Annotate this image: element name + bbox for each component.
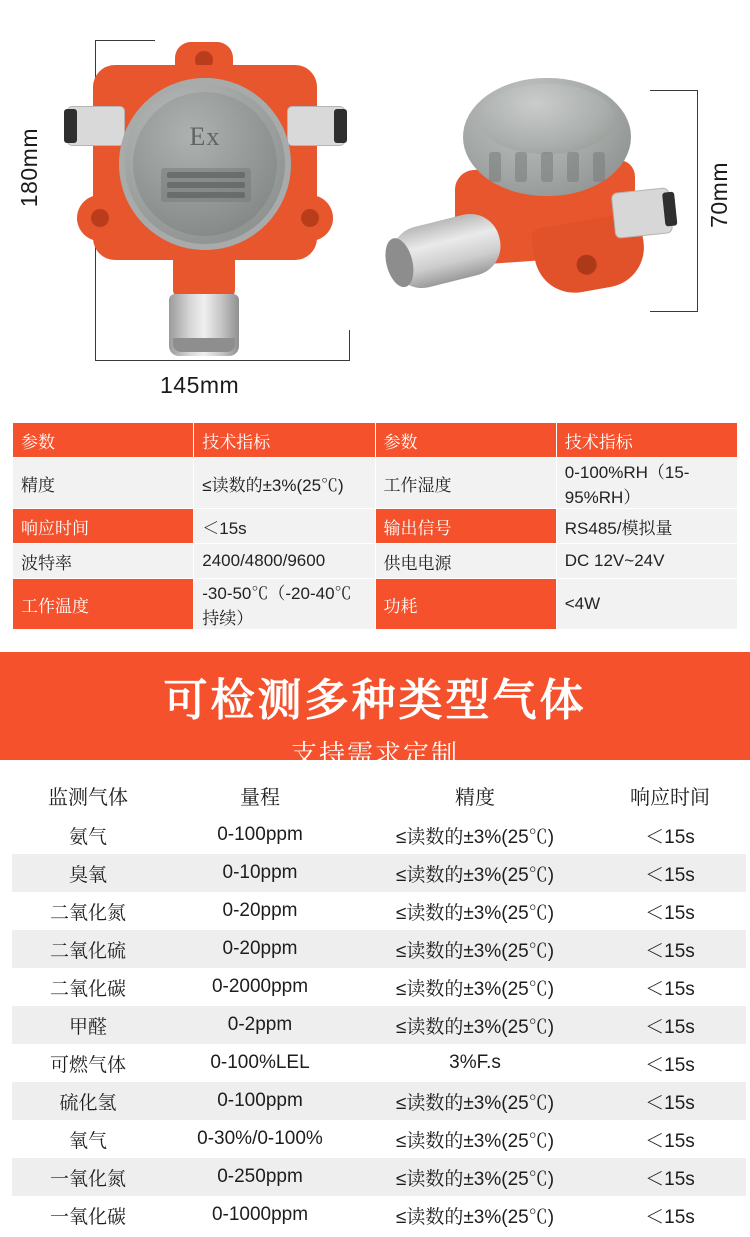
table-row xyxy=(13,423,738,458)
spec-key-power-supply: 供电电源 xyxy=(375,544,556,579)
cable-gland-left xyxy=(67,106,125,146)
spec-header-index-right: 技术指标 xyxy=(556,423,737,458)
table-row xyxy=(12,1044,746,1082)
table-row xyxy=(12,1006,746,1044)
cell-response: ＜15s xyxy=(645,1016,695,1038)
spec-key-output-signal: 输出信号 xyxy=(375,509,556,544)
table-row xyxy=(12,1120,746,1158)
cap-top-face xyxy=(479,84,615,154)
table-row xyxy=(13,509,738,544)
spec-key-accuracy: 精度 xyxy=(13,458,194,509)
cell-gas: 硫化氢 xyxy=(59,1092,117,1114)
cell-response: ＜15s xyxy=(645,1054,695,1076)
cell-range: 0-2000ppm xyxy=(211,976,309,997)
column-header-gas: 监测气体 xyxy=(12,774,164,816)
table-row xyxy=(12,854,746,892)
table-header-row xyxy=(12,774,746,816)
spec-value-response-time: ＜15s xyxy=(194,509,375,544)
spec-value-humidity: 0-100%RH（15-95%RH） xyxy=(556,458,737,509)
cell-accuracy: ≤读数的±3%(25℃) xyxy=(395,1130,555,1152)
cell-gas: 二氧化硫 xyxy=(49,940,126,962)
cell-gas: 氧气 xyxy=(68,1130,107,1152)
table-row xyxy=(12,1082,746,1120)
dimension-width-label: 145mm xyxy=(160,372,240,398)
specification-table xyxy=(12,422,738,630)
product-photo-area xyxy=(0,0,750,410)
table-row xyxy=(13,458,738,509)
spec-value-accuracy: ≤读数的±3%(25℃) xyxy=(194,458,375,509)
cell-range: 0-100ppm xyxy=(217,824,303,845)
nameplate-line xyxy=(167,182,245,188)
detector-front-view xyxy=(75,30,335,360)
cell-accuracy: ≤读数的±3%(25℃) xyxy=(395,826,555,848)
cell-gas: 二氧化氮 xyxy=(49,902,126,924)
spec-value-output-signal: RS485/模拟量 xyxy=(556,509,737,544)
cell-gas: 甲醛 xyxy=(68,1016,107,1038)
right-height-guide xyxy=(697,90,698,312)
spec-key-response-time: 响应时间 xyxy=(13,509,194,544)
cell-accuracy: ≤读数的±3%(25℃) xyxy=(395,1168,555,1190)
cell-range: 0-250ppm xyxy=(217,1166,303,1187)
table-row xyxy=(13,579,738,630)
cell-accuracy: ≤读数的±3%(25℃) xyxy=(395,1206,555,1228)
table-row xyxy=(13,544,738,579)
column-header-range: 量程 xyxy=(164,774,356,816)
mounting-ear-right xyxy=(287,195,333,241)
cell-accuracy: ≤读数的±3%(25℃) xyxy=(395,978,555,1000)
cell-response: ＜15s xyxy=(645,940,695,962)
mounting-ear-left xyxy=(77,195,123,241)
width-guide-right xyxy=(349,330,350,360)
spec-value-baud-rate: 2400/4800/9600 xyxy=(194,544,375,579)
cap-rib xyxy=(593,152,605,182)
column-header-response: 响应时间 xyxy=(594,774,746,816)
spec-header-param-left: 参数 xyxy=(13,423,194,458)
enclosure-cap xyxy=(463,78,631,196)
sensor-neck xyxy=(173,258,235,298)
table-row xyxy=(12,1196,746,1234)
banner-title: 可检测多种类型气体 xyxy=(163,676,587,725)
banner-subtitle: 支持需求定制 xyxy=(290,739,459,769)
sensor-probe-angled xyxy=(385,208,507,295)
cell-range: 0-100ppm xyxy=(217,1090,303,1111)
dimension-right-height-label: 70mm xyxy=(706,162,732,228)
cell-response: ＜15s xyxy=(645,902,695,924)
spec-value-working-temperature: -30-50℃（-20-40℃持续） xyxy=(194,579,375,630)
cell-response: ＜15s xyxy=(645,826,695,848)
cell-range: 0-20ppm xyxy=(222,900,298,921)
cell-range: 0-30%/0-100% xyxy=(197,1128,323,1149)
cell-range: 0-2ppm xyxy=(227,1014,293,1035)
enclosure-lid xyxy=(119,78,291,250)
spec-key-baud-rate: 波特率 xyxy=(13,544,194,579)
detector-angled-view xyxy=(385,70,685,330)
cell-accuracy: 3%F.s xyxy=(449,1052,501,1073)
bottom-width-guide xyxy=(95,360,350,361)
cell-range: 0-20ppm xyxy=(222,938,298,959)
nameplate-line xyxy=(167,172,245,178)
cap-rib xyxy=(489,152,501,182)
feature-banner xyxy=(0,652,750,769)
lid-inner-face xyxy=(133,92,277,236)
cable-gland-angled xyxy=(611,187,673,239)
cell-range: 0-100%LEL xyxy=(210,1052,310,1073)
nameplate xyxy=(161,168,251,202)
spec-key-working-temperature: 工作温度 xyxy=(13,579,194,630)
table-row xyxy=(12,816,746,854)
cell-accuracy: ≤读数的±3%(25℃) xyxy=(395,1092,555,1114)
spec-header-index-left: 技术指标 xyxy=(194,423,375,458)
nameplate-line xyxy=(167,192,245,198)
spec-key-humidity: 工作湿度 xyxy=(375,458,556,509)
cell-accuracy: ≤读数的±3%(25℃) xyxy=(395,1016,555,1038)
cap-rib xyxy=(541,152,553,182)
cell-response: ＜15s xyxy=(645,1130,695,1152)
cell-gas: 一氧化氮 xyxy=(49,1168,126,1190)
table-row xyxy=(12,1158,746,1196)
cell-range: 0-1000ppm xyxy=(211,1204,309,1225)
spec-header-param-right: 参数 xyxy=(375,423,556,458)
cable-gland-right xyxy=(287,106,345,146)
cell-gas: 一氧化碳 xyxy=(49,1206,126,1228)
table-row xyxy=(12,930,746,968)
spec-value-power-supply: DC 12V~24V xyxy=(556,544,737,579)
cell-gas: 臭氧 xyxy=(68,864,107,886)
ex-marking: Ex xyxy=(189,122,221,151)
table-row xyxy=(12,968,746,1006)
cap-rib xyxy=(567,152,579,182)
dimension-height-label: 180mm xyxy=(16,128,42,208)
cell-accuracy: ≤读数的±3%(25℃) xyxy=(395,864,555,886)
cell-response: ＜15s xyxy=(645,1092,695,1114)
cell-accuracy: ≤读数的±3%(25℃) xyxy=(395,940,555,962)
cell-response: ＜15s xyxy=(645,978,695,1000)
cell-response: ＜15s xyxy=(645,1168,695,1190)
cell-gas: 二氧化碳 xyxy=(49,978,126,1000)
table-row xyxy=(12,892,746,930)
column-header-accuracy: 精度 xyxy=(356,774,594,816)
cell-accuracy: ≤读数的±3%(25℃) xyxy=(395,902,555,924)
cell-response: ＜15s xyxy=(645,1206,695,1228)
cell-range: 0-10ppm xyxy=(222,862,298,883)
cell-response: ＜15s xyxy=(645,864,695,886)
gas-list-table xyxy=(12,774,746,1234)
sensor-probe xyxy=(169,294,239,356)
spec-value-power-consumption: <4W xyxy=(556,579,737,630)
spec-key-power-consumption: 功耗 xyxy=(375,579,556,630)
cap-rib xyxy=(515,152,527,182)
cell-gas: 氨气 xyxy=(68,826,107,848)
cell-gas: 可燃气体 xyxy=(49,1054,126,1076)
